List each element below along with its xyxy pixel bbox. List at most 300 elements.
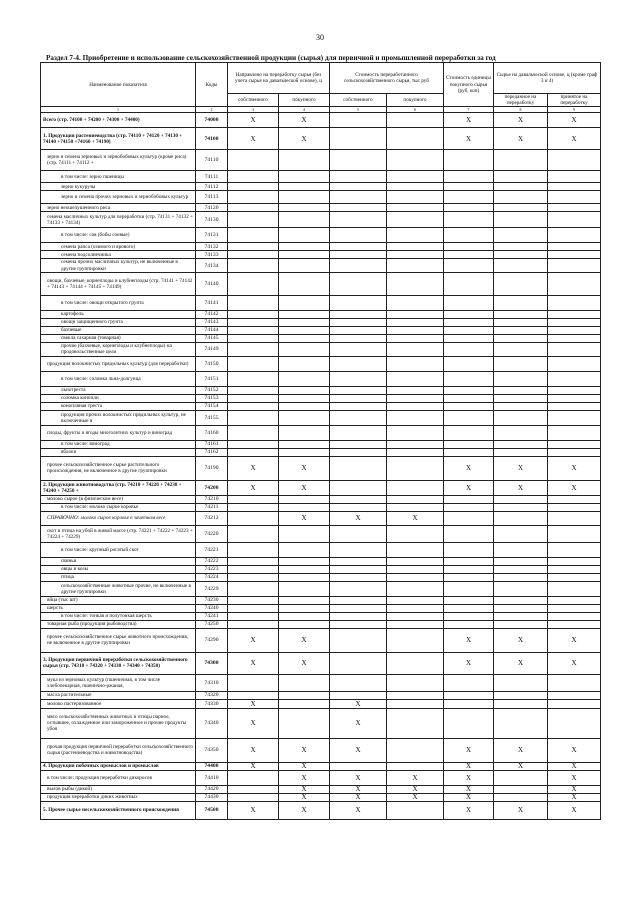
row-cell xyxy=(279,228,330,243)
row-cell xyxy=(330,394,387,402)
row-cell xyxy=(387,310,444,318)
row-cell xyxy=(330,604,387,612)
row-code: 74160 xyxy=(196,425,228,440)
row-cell xyxy=(228,272,279,295)
header-group-cost: Стоимость переработанного сельскохозяйственного сырья, тыс руб xyxy=(330,63,444,94)
row-cell xyxy=(387,542,444,557)
row-cell xyxy=(330,171,387,183)
row-cell xyxy=(330,410,387,425)
row-cell xyxy=(387,674,444,691)
row-cell xyxy=(228,150,279,171)
row-code: 74410 xyxy=(196,770,228,785)
row-code: 74112 xyxy=(196,183,228,191)
row-cell xyxy=(279,708,330,738)
row-cell xyxy=(494,212,548,228)
row-cell xyxy=(279,334,330,342)
row-label: в том числе: виноград xyxy=(41,440,196,448)
header-bought-1: покупного xyxy=(279,94,330,107)
row-code: 74212 xyxy=(196,511,228,525)
row-cell: X xyxy=(279,480,330,495)
row-cell xyxy=(387,394,444,402)
table-header xyxy=(41,63,601,113)
row-cell: X xyxy=(548,128,601,150)
table-row xyxy=(41,652,601,674)
row-cell: X xyxy=(494,801,548,819)
row-label: 1. Продукция растениеводства (стр. 74110 + 74120 + 74130 + 74140 +74150 +74160 + 74190) xyxy=(41,128,196,150)
row-cell xyxy=(494,525,548,542)
row-code: 74142 xyxy=(196,310,228,318)
row-cell xyxy=(279,310,330,318)
row-cell xyxy=(494,318,548,326)
row-cell xyxy=(330,480,387,495)
row-cell xyxy=(279,557,330,565)
row-cell xyxy=(548,259,601,272)
table-row xyxy=(41,310,601,318)
row-cell xyxy=(228,557,279,565)
row-cell xyxy=(494,448,548,456)
row-cell: X xyxy=(444,480,494,495)
row-cell xyxy=(279,410,330,425)
row-cell xyxy=(330,565,387,573)
row-cell xyxy=(228,342,279,356)
row-cell xyxy=(494,356,548,371)
table-row xyxy=(41,318,601,326)
col-num: 6 xyxy=(387,107,444,113)
row-cell xyxy=(279,371,330,386)
table-row xyxy=(41,542,601,557)
row-cell: X xyxy=(444,652,494,674)
row-cell: X xyxy=(330,708,387,738)
table-body xyxy=(41,113,601,819)
row-cell: X xyxy=(444,738,494,762)
row-code: 74220 xyxy=(196,525,228,542)
row-cell xyxy=(228,565,279,573)
row-label: соломка конопли xyxy=(41,394,196,402)
row-cell: X xyxy=(494,738,548,762)
row-cell xyxy=(444,295,494,310)
row-cell: X xyxy=(444,793,494,801)
row-cell: X xyxy=(228,708,279,738)
row-cell xyxy=(444,310,494,318)
row-cell xyxy=(228,212,279,228)
row-cell xyxy=(548,573,601,581)
row-cell xyxy=(494,150,548,171)
row-cell xyxy=(494,770,548,785)
row-cell xyxy=(387,503,444,511)
row-label: продукция прочих волокнистых прядильных культур, не включенные в xyxy=(41,410,196,425)
header-name: Наименование показателя xyxy=(41,63,196,107)
row-cell: X xyxy=(548,456,601,480)
row-code: 74350 xyxy=(196,738,228,762)
table-row xyxy=(41,228,601,243)
row-cell: X xyxy=(228,699,279,708)
table-row xyxy=(41,503,601,511)
row-cell xyxy=(548,612,601,620)
row-cell xyxy=(228,448,279,456)
row-cell xyxy=(279,674,330,691)
row-label: прочая продукция первичной переработки сельскохозяйственного сырья (растениеводства и животноводства) xyxy=(41,738,196,762)
row-cell xyxy=(548,503,601,511)
row-cell xyxy=(279,565,330,573)
row-code: 74211 xyxy=(196,503,228,511)
table-row xyxy=(41,326,601,334)
row-cell xyxy=(494,793,548,801)
row-cell: X xyxy=(279,652,330,674)
row-cell xyxy=(494,674,548,691)
row-cell xyxy=(228,604,279,612)
row-cell xyxy=(548,604,601,612)
row-code: 74154 xyxy=(196,402,228,410)
row-label: СПРАВОЧНО: молоко сырое коровье в зачетном весе xyxy=(41,511,196,525)
row-cell xyxy=(330,204,387,212)
table-row xyxy=(41,183,601,191)
row-cell xyxy=(387,440,444,448)
row-cell xyxy=(387,183,444,191)
row-cell xyxy=(330,272,387,295)
row-cell xyxy=(444,557,494,565)
row-cell xyxy=(494,691,548,699)
row-cell xyxy=(494,204,548,212)
row-cell xyxy=(279,212,330,228)
row-cell: X xyxy=(548,770,601,785)
row-cell xyxy=(330,557,387,565)
row-cell: X xyxy=(330,785,387,793)
table-row xyxy=(41,674,601,691)
row-cell xyxy=(494,228,548,243)
row-cell xyxy=(387,691,444,699)
row-code: 74113 xyxy=(196,191,228,204)
row-code: 74155 xyxy=(196,410,228,425)
row-cell: X xyxy=(279,793,330,801)
header-code: Коды xyxy=(196,63,228,107)
row-code: 74222 xyxy=(196,557,228,565)
row-cell xyxy=(548,386,601,394)
row-cell xyxy=(444,708,494,738)
row-cell xyxy=(494,425,548,440)
row-cell: X xyxy=(387,770,444,785)
row-cell xyxy=(387,402,444,410)
row-cell xyxy=(444,228,494,243)
row-label: 2. Продукция животноводства (стр. 74210 + 74220 + 74230 + 74240 + 74250 + xyxy=(41,480,196,495)
row-label: свиньи xyxy=(41,557,196,565)
row-cell xyxy=(494,612,548,620)
row-cell xyxy=(279,691,330,699)
row-cell xyxy=(330,448,387,456)
row-label: льнотреста xyxy=(41,386,196,394)
row-cell xyxy=(444,150,494,171)
row-cell xyxy=(330,191,387,204)
row-code: 74149 xyxy=(196,342,228,356)
row-cell xyxy=(494,511,548,525)
row-cell xyxy=(330,762,387,770)
header-unit-cost: Стоимость единицы покупного сырья (руб, коп) xyxy=(444,63,494,107)
row-cell xyxy=(387,171,444,183)
row-cell xyxy=(387,480,444,495)
row-label: семена подсолнечника xyxy=(41,251,196,259)
row-cell xyxy=(494,542,548,557)
row-cell xyxy=(387,557,444,565)
row-cell: X xyxy=(548,762,601,770)
row-cell xyxy=(387,128,444,150)
row-cell xyxy=(228,371,279,386)
row-cell: X xyxy=(548,113,601,128)
row-cell xyxy=(330,628,387,652)
row-cell: X xyxy=(228,738,279,762)
header-group-tolling: Сырье на давальческой основе, ц (кроме граф 3 и 4) xyxy=(494,63,601,94)
row-cell: X xyxy=(228,113,279,128)
row-cell xyxy=(387,318,444,326)
table-row xyxy=(41,801,601,819)
row-cell xyxy=(548,342,601,356)
row-cell xyxy=(387,342,444,356)
row-cell xyxy=(279,183,330,191)
header-own-2: собственного xyxy=(330,94,387,107)
row-code: 74143 xyxy=(196,318,228,326)
row-code: 74221 xyxy=(196,542,228,557)
row-cell xyxy=(444,251,494,259)
row-cell xyxy=(228,440,279,448)
row-cell xyxy=(548,542,601,557)
row-cell xyxy=(330,243,387,251)
row-cell xyxy=(330,183,387,191)
header-own-1: собственного xyxy=(228,94,279,107)
row-cell xyxy=(279,342,330,356)
row-cell: X xyxy=(279,456,330,480)
row-cell xyxy=(228,394,279,402)
row-cell xyxy=(330,612,387,620)
row-cell xyxy=(279,251,330,259)
col-num: 7 xyxy=(444,107,494,113)
row-cell: X xyxy=(387,793,444,801)
row-cell xyxy=(494,386,548,394)
row-label: зерно неошелушенного риса xyxy=(41,204,196,212)
row-cell xyxy=(330,212,387,228)
row-cell xyxy=(548,402,601,410)
table-row xyxy=(41,243,601,251)
row-cell xyxy=(494,334,548,342)
row-cell xyxy=(279,573,330,581)
table-row xyxy=(41,371,601,386)
row-cell xyxy=(279,542,330,557)
row-cell xyxy=(330,652,387,674)
row-label: продукция волокнистых прядильных культур (для переработки) xyxy=(41,356,196,371)
table-row xyxy=(41,251,601,259)
row-cell xyxy=(279,581,330,596)
row-cell xyxy=(228,793,279,801)
row-code: 74111 xyxy=(196,171,228,183)
row-cell xyxy=(279,386,330,394)
row-cell: X xyxy=(228,801,279,819)
row-cell xyxy=(387,356,444,371)
row-cell xyxy=(387,251,444,259)
row-cell xyxy=(444,243,494,251)
row-code: 74150 xyxy=(196,356,228,371)
row-label: мясо сельскохозяйственных животных и птицы парное, остывшее, охлажденное или замороженное и прочие продукты убоя xyxy=(41,708,196,738)
row-cell: X xyxy=(444,128,494,150)
row-cell xyxy=(228,612,279,620)
row-cell xyxy=(330,596,387,604)
row-cell xyxy=(494,699,548,708)
row-cell xyxy=(387,596,444,604)
row-cell xyxy=(548,525,601,542)
row-cell: X xyxy=(444,785,494,793)
row-label: молоко пастеризованное xyxy=(41,699,196,708)
row-cell xyxy=(279,356,330,371)
row-label: Всего (стр. 74100 + 74200 + 74300 + 74400) xyxy=(41,113,196,128)
row-cell: X xyxy=(494,762,548,770)
row-cell: X xyxy=(494,628,548,652)
row-code: 74241 xyxy=(196,612,228,620)
table-row xyxy=(41,495,601,503)
row-cell xyxy=(387,708,444,738)
row-cell: X xyxy=(494,113,548,128)
table-row xyxy=(41,113,601,128)
row-cell xyxy=(444,171,494,183)
table-row xyxy=(41,402,601,410)
row-cell xyxy=(228,542,279,557)
row-cell xyxy=(387,699,444,708)
row-cell: X xyxy=(330,699,387,708)
row-code: 74230 xyxy=(196,596,228,604)
row-cell xyxy=(548,410,601,425)
row-cell xyxy=(387,525,444,542)
row-cell xyxy=(387,495,444,503)
table-row xyxy=(41,708,601,738)
row-code: 74151 xyxy=(196,371,228,386)
row-cell: X xyxy=(330,801,387,819)
row-cell xyxy=(494,295,548,310)
row-cell: X xyxy=(279,785,330,793)
row-cell xyxy=(444,691,494,699)
row-cell xyxy=(548,565,601,573)
row-label: яблоки xyxy=(41,448,196,456)
row-cell xyxy=(548,191,601,204)
row-cell xyxy=(444,356,494,371)
row-cell: X xyxy=(330,738,387,762)
table-row xyxy=(41,620,601,628)
row-label: в том числе: продукция переработки дикоросов xyxy=(41,770,196,785)
row-cell xyxy=(444,440,494,448)
row-cell xyxy=(494,310,548,318)
row-label: в том числе: молоко сырое коровье xyxy=(41,503,196,511)
row-cell xyxy=(387,762,444,770)
table-row xyxy=(41,191,601,204)
row-label: продукция переработки диких животных xyxy=(41,793,196,801)
row-cell xyxy=(548,212,601,228)
row-cell xyxy=(387,738,444,762)
row-cell xyxy=(387,612,444,620)
row-cell xyxy=(494,596,548,604)
row-code: 74161 xyxy=(196,440,228,448)
row-code: 74250 xyxy=(196,620,228,628)
row-label: плоды, фрукты и ягоды многолетних культур и виноград xyxy=(41,425,196,440)
row-cell xyxy=(279,259,330,272)
row-label: в том числе: овощи открытого грунта xyxy=(41,295,196,310)
table-row xyxy=(41,738,601,762)
row-cell xyxy=(228,495,279,503)
row-cell xyxy=(279,425,330,440)
row-cell xyxy=(330,440,387,448)
row-cell xyxy=(387,581,444,596)
row-cell xyxy=(494,251,548,259)
data-table xyxy=(40,62,601,820)
row-cell xyxy=(279,326,330,334)
row-code: 74420 xyxy=(196,785,228,793)
row-label: в том числе: соя (бобы соевые) xyxy=(41,228,196,243)
row-code: 74224 xyxy=(196,573,228,581)
col-num: 4 xyxy=(279,107,330,113)
row-cell xyxy=(330,620,387,628)
row-label: в том числе: тонкая и полутонкая шерсть xyxy=(41,612,196,620)
row-cell xyxy=(279,394,330,402)
row-cell xyxy=(330,295,387,310)
row-cell xyxy=(548,251,601,259)
table-row xyxy=(41,456,601,480)
row-cell xyxy=(228,410,279,425)
row-cell: X xyxy=(279,738,330,762)
row-cell: X xyxy=(444,801,494,819)
table-row xyxy=(41,212,601,228)
row-cell xyxy=(387,628,444,652)
row-cell xyxy=(494,581,548,596)
row-code: 74153 xyxy=(196,394,228,402)
row-cell xyxy=(444,620,494,628)
row-cell xyxy=(444,495,494,503)
row-cell: X xyxy=(330,511,387,525)
row-cell xyxy=(444,394,494,402)
row-cell xyxy=(387,386,444,394)
row-cell xyxy=(279,699,330,708)
row-cell xyxy=(387,652,444,674)
row-cell xyxy=(494,402,548,410)
header-bought-2: покупного xyxy=(387,94,444,107)
row-code: 74120 xyxy=(196,204,228,212)
row-cell xyxy=(494,557,548,565)
row-cell xyxy=(279,402,330,410)
row-cell: X xyxy=(548,480,601,495)
row-cell: X xyxy=(494,480,548,495)
col-num: 2 xyxy=(196,107,228,113)
row-cell xyxy=(548,691,601,699)
row-code: 74330 xyxy=(196,699,228,708)
row-cell xyxy=(387,620,444,628)
row-cell xyxy=(444,425,494,440)
row-cell xyxy=(387,573,444,581)
row-cell xyxy=(228,259,279,272)
row-label: бахчевые xyxy=(41,326,196,334)
row-cell xyxy=(279,150,330,171)
row-cell: X xyxy=(548,628,601,652)
row-cell: X xyxy=(387,785,444,793)
row-cell xyxy=(228,295,279,310)
row-cell xyxy=(279,604,330,612)
row-cell xyxy=(494,394,548,402)
row-cell xyxy=(494,272,548,295)
row-cell xyxy=(548,204,601,212)
row-cell: X xyxy=(279,770,330,785)
row-cell xyxy=(548,394,601,402)
row-cell: X xyxy=(330,770,387,785)
row-code: 74162 xyxy=(196,448,228,456)
row-cell: X xyxy=(228,628,279,652)
row-cell xyxy=(444,259,494,272)
row-cell: X xyxy=(494,652,548,674)
row-cell xyxy=(444,204,494,212)
row-cell xyxy=(444,410,494,425)
row-code: 74100 xyxy=(196,128,228,150)
row-cell xyxy=(228,402,279,410)
row-label: зерно и семена прочих зерновых и зернобобовых культур xyxy=(41,191,196,204)
